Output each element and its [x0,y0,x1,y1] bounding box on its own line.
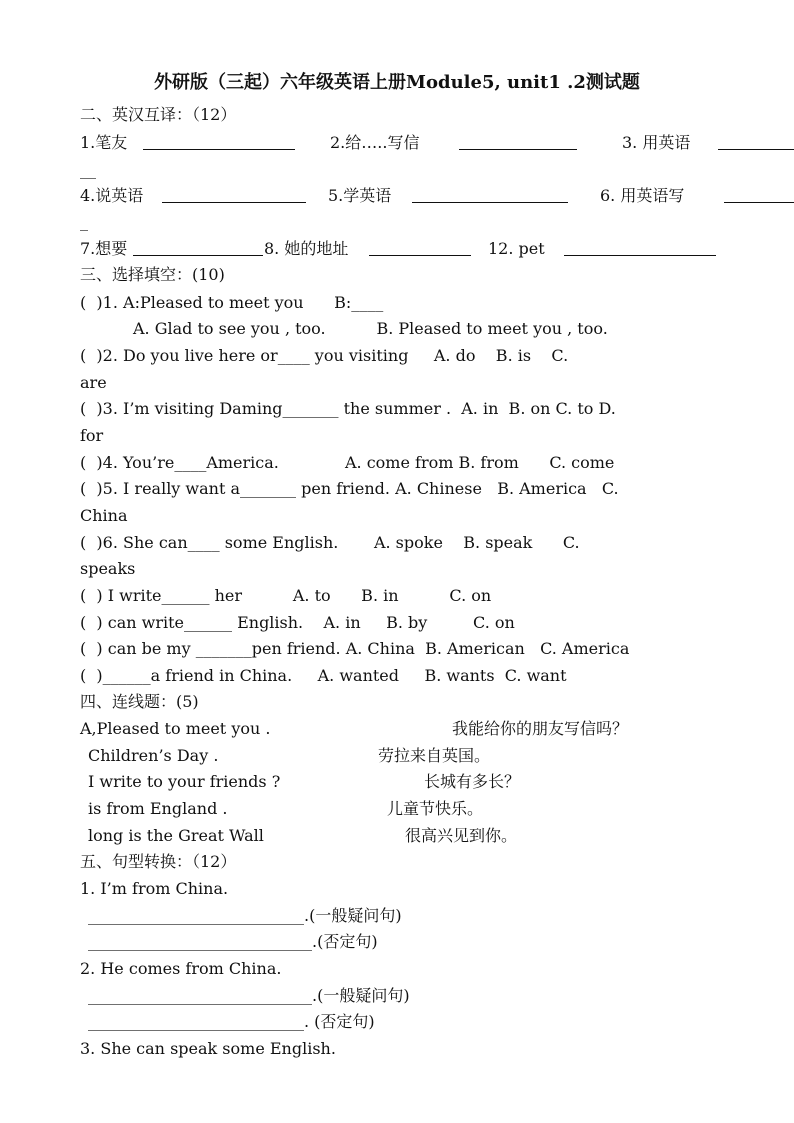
blank-4[interactable] [162,187,306,203]
question-5: ( )5. I really want a_______ pen friend. A. Chinese B. America C. [80,479,619,498]
question-6: ( )6. She can____ some English. A. spoke B. speak C. [80,533,580,552]
section-4-heading: 四、连线题：(5) [80,692,199,711]
sentence-3: 3. She can speak some English. [80,1039,336,1058]
question-3-continued: for [80,426,104,445]
sentence-1-negative-blank[interactable]: ____________________________.(否定句) [88,932,378,951]
match-left-1[interactable]: A,Pleased to meet you . [80,719,271,738]
question-3: ( )3. I’m visiting Daming_______ the summer . A. in B. on C. to D. [80,399,616,418]
item-3-overflow: __ [80,160,96,179]
item-8-label: 8. 她的地址 [264,239,349,258]
sentence-2: 2. He comes from China. [80,959,282,978]
match-left-5[interactable]: long is the Great Wall [88,826,264,845]
question-7: ( ) I write______ her A. to B. in C. on [80,586,492,605]
match-left-4[interactable]: is from England . [88,799,228,818]
question-2: ( )2. Do you live here or____ you visiting A. do B. is C. [80,346,569,365]
question-9: ( ) can be my _______pen friend. A. China B. American C. America [80,639,630,658]
match-right-5[interactable]: 很高兴见到你。 [405,826,518,845]
blank-3[interactable] [718,134,794,150]
match-right-1[interactable]: 我能给你的朋友写信吗？ [452,719,629,738]
item-3-label: 3. 用英语 [622,133,691,152]
blank-1[interactable] [143,134,295,150]
match-left-3[interactable]: I write to your friends ? [88,772,281,791]
blank-8[interactable] [369,240,471,256]
item-1-label: 1.笔友 [80,133,128,152]
item-6-label: 6. 用英语写 [600,186,685,205]
question-5-continued: China [80,506,128,525]
question-1-options: A. Glad to see you , too. B. Pleased to meet you , too. [133,319,608,338]
match-right-2[interactable]: 劳拉来自英国。 [378,746,491,765]
item-4-label: 4.说英语 [80,186,144,205]
section-5-heading: 五、句型转换：（12） [80,852,237,871]
question-4: ( )4. You’re____America. A. come from B. from C. come [80,453,615,472]
blank-7[interactable] [133,240,263,256]
question-6-continued: speaks [80,559,136,578]
sentence-1-question-blank[interactable]: ___________________________.(一般疑问句) [88,906,402,925]
match-right-3[interactable]: 长城有多长？ [424,772,521,791]
blank-6[interactable] [724,187,794,203]
question-8: ( ) can write______ English. A. in B. by C. on [80,613,515,632]
item-7-label: 7.想要 [80,239,128,258]
blank-5[interactable] [412,187,568,203]
item-6-overflow: _ [80,212,88,231]
sentence-2-question-blank[interactable]: ____________________________.(一般疑问句) [88,986,410,1005]
match-right-4[interactable]: 儿童节快乐。 [387,799,484,818]
question-2-continued: are [80,373,107,392]
section-3-heading: 三、选择填空：(10) [80,265,225,284]
blank-2[interactable] [459,134,577,150]
question-10: ( )______a friend in China. A. wanted B. wants C. want [80,666,567,685]
question-1: ( )1. A:Pleased to meet you B:____ [80,293,384,312]
blank-12[interactable] [564,240,716,256]
page-title: 外研版（三起）六年级英语上册Module5, unit1 .2测试题 [154,72,640,93]
sentence-1: 1. I’m from China. [80,879,229,898]
match-left-2[interactable]: Children’s Day . [88,746,219,765]
item-5-label: 5.学英语 [328,186,392,205]
sentence-2-negative-blank[interactable]: ___________________________. (否定句) [88,1012,375,1031]
item-2-label: 2.给…..写信 [330,133,420,152]
section-2-heading: 二、英汉互译：（12） [80,105,237,124]
item-12-label: 12. pet [488,239,545,258]
